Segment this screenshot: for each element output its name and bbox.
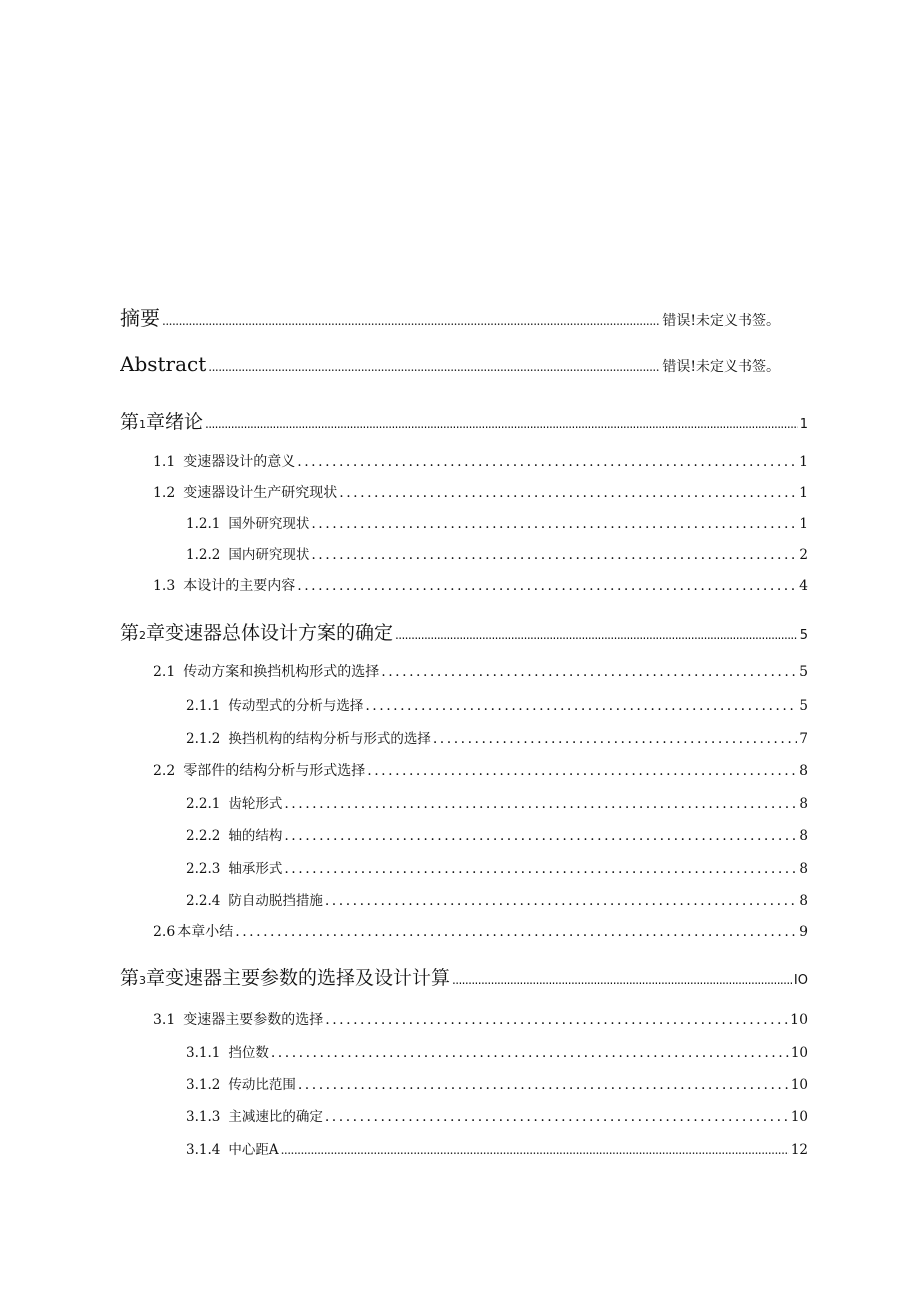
toc-leader — [297, 454, 797, 470]
toc-page-number: 8 — [799, 893, 808, 909]
toc-entry-3-1 — [153, 1009, 808, 1029]
toc-entry-2-2-3 — [186, 857, 808, 877]
toc-title: 中心距A — [228, 1142, 279, 1158]
toc-section-number: 2.2.2 — [186, 828, 221, 844]
toc-chapter-title — [120, 618, 393, 645]
toc-title: 零部件的结构分析与形式选择 — [183, 763, 366, 779]
toc-leader — [395, 628, 798, 642]
toc-entry-chapter-2 — [120, 618, 808, 645]
toc-leader — [381, 664, 797, 680]
toc-leader — [284, 861, 797, 877]
toc-entry-2-2 — [153, 760, 808, 780]
toc-leader — [311, 547, 797, 563]
chapter-number: 2 — [139, 629, 147, 642]
toc-section-number: 1.3 — [153, 578, 176, 594]
toc-page-number: 10 — [790, 1109, 808, 1125]
toc-title: 国外研究现状 — [228, 516, 310, 532]
toc-entry-3-1-3 — [186, 1105, 808, 1125]
toc-entry-2-6 — [153, 921, 808, 941]
toc-leader — [235, 924, 797, 940]
toc-section-number: 2.1.1 — [186, 698, 221, 714]
toc-entry-chapter-3 — [120, 963, 808, 990]
toc-entry-1-1 — [153, 451, 808, 471]
toc-page-number: 1 — [799, 454, 808, 470]
toc-page-number: 5 — [799, 628, 808, 643]
toc-entry-3-1-1 — [186, 1041, 808, 1061]
toc-title: 变速器设计生产研究现状 — [183, 485, 338, 501]
toc-leader — [433, 731, 798, 747]
toc-title: 传动型式的分析与选择 — [228, 698, 364, 714]
toc-section-number: 3.1.3 — [186, 1109, 221, 1125]
toc-title: 齿轮形式 — [228, 796, 283, 812]
toc-entry-1-3 — [153, 575, 808, 595]
toc-section-number: 3.1.4 — [186, 1142, 221, 1158]
toc-entry-abstract-cn — [120, 302, 780, 331]
toc-section-number: 1.2 — [153, 485, 176, 501]
toc-section-number: 3.1.2 — [186, 1077, 221, 1093]
toc-section-number: 1.2.1 — [186, 516, 221, 532]
toc-page-number: 10 — [790, 1045, 808, 1061]
toc-title: 国内研究现状 — [228, 547, 310, 563]
toc-title: 挡位数 — [228, 1045, 269, 1061]
chapter-prefix: 第 — [120, 411, 140, 433]
toc-leader — [298, 1077, 789, 1093]
toc-entry-1-2-1 — [186, 512, 808, 532]
toc-leader — [271, 1045, 789, 1061]
toc-entry-1-2-2 — [186, 543, 808, 563]
toc-title: 本设计的主要内容 — [183, 578, 296, 594]
toc-page-number: 1 — [799, 485, 808, 501]
toc-page-number: IO — [793, 973, 808, 988]
toc-title: 轴的结构 — [228, 828, 283, 844]
toc-section-number: 2.2.4 — [186, 893, 221, 909]
toc-page-number: 4 — [799, 578, 808, 594]
toc-entry-abstract-en — [120, 352, 780, 376]
toc-page-number: 8 — [799, 828, 808, 844]
toc-leader — [208, 360, 660, 374]
toc-page-number: 2 — [799, 547, 808, 563]
toc-leader — [339, 485, 797, 501]
toc-title: 本章小结 — [177, 924, 234, 940]
toc-leader — [162, 314, 660, 328]
chapter-prefix: 第 — [120, 967, 140, 989]
toc-entry-2-1-2 — [186, 727, 808, 747]
toc-leader — [284, 828, 797, 844]
toc-section-number: 2.2.1 — [186, 796, 221, 812]
toc-page-number: 错误!未定义书签。 — [662, 359, 780, 375]
toc-leader — [284, 796, 797, 812]
toc-entry-chapter-1 — [120, 407, 808, 434]
toc-leader — [281, 1143, 789, 1157]
toc-leader — [367, 763, 797, 779]
toc-page-number: 10 — [790, 1077, 808, 1093]
toc-title: 传动比范围 — [228, 1077, 296, 1093]
toc-chapter-title — [120, 963, 450, 990]
toc-leader — [311, 516, 797, 532]
toc-leader — [365, 698, 797, 714]
toc-section-number: 3.1.1 — [186, 1045, 221, 1061]
toc-section-number: 2.2.3 — [186, 861, 221, 877]
toc-entry-2-1-1 — [186, 694, 808, 714]
toc-page-number: 8 — [799, 796, 808, 812]
toc-title: 主减速比的确定 — [228, 1109, 323, 1125]
toc-page-number: 错误!未定义书签。 — [662, 313, 780, 329]
toc-title: 传动方案和换挡机构形式的选择 — [183, 664, 380, 680]
toc-title: 轴承形式 — [228, 861, 283, 877]
chapter-prefix: 第 — [120, 622, 140, 644]
toc-section-number: 3.1 — [153, 1012, 176, 1028]
chapter-number: 1 — [139, 418, 147, 431]
toc-page-number: 9 — [799, 924, 808, 940]
toc-entry-3-1-4 — [186, 1138, 808, 1158]
toc-entry-2-2-2 — [186, 824, 808, 844]
toc-page-number: 1 — [799, 417, 808, 432]
toc-title: 摘要 — [120, 306, 160, 330]
toc-page-number: 7 — [799, 731, 808, 747]
toc-title: 变速器主要参数的选择 — [183, 1012, 324, 1028]
toc-page-number: 5 — [799, 698, 808, 714]
toc-leader — [325, 1109, 789, 1125]
toc-section-number: 2.1.2 — [186, 731, 221, 747]
toc-page-number: 10 — [790, 1012, 808, 1028]
toc-page-number: 8 — [799, 861, 808, 877]
toc-page-number: 5 — [799, 664, 808, 680]
toc-page-number: 8 — [799, 763, 808, 779]
toc-section-number: 1.2.2 — [186, 547, 221, 563]
toc-leader — [205, 417, 798, 431]
toc-leader — [297, 578, 797, 594]
toc-leader — [452, 973, 792, 987]
toc-leader — [325, 893, 798, 909]
toc-entry-2-2-4 — [186, 889, 808, 909]
toc-entry-3-1-2 — [186, 1073, 808, 1093]
toc-title: 防自动脱挡措施 — [228, 893, 323, 909]
toc-entry-1-2 — [153, 482, 808, 502]
toc-page-number: 1 — [799, 516, 808, 532]
toc-leader — [325, 1012, 788, 1028]
toc-entry-2-1 — [153, 661, 808, 681]
toc-chapter-title — [120, 407, 203, 434]
chapter-title: 章绪论 — [146, 411, 204, 433]
toc-title: 变速器设计的意义 — [183, 454, 296, 470]
chapter-title: 章变速器主要参数的选择及设计计算 — [146, 967, 451, 989]
chapter-title: 章变速器总体设计方案的确定 — [146, 622, 394, 644]
toc-section-number: 2.2 — [153, 763, 176, 779]
toc-section-number: 1.1 — [153, 454, 176, 470]
toc-title: 换挡机构的结构分析与形式的选择 — [228, 731, 431, 747]
chapter-number: 3 — [139, 974, 147, 987]
toc-entry-2-2-1 — [186, 792, 808, 812]
toc-page-number: 12 — [790, 1142, 808, 1158]
toc-section-number: 2.1 — [153, 664, 176, 680]
toc-section-number: 2.6 — [153, 924, 176, 940]
toc-title: Abstract — [120, 352, 207, 376]
